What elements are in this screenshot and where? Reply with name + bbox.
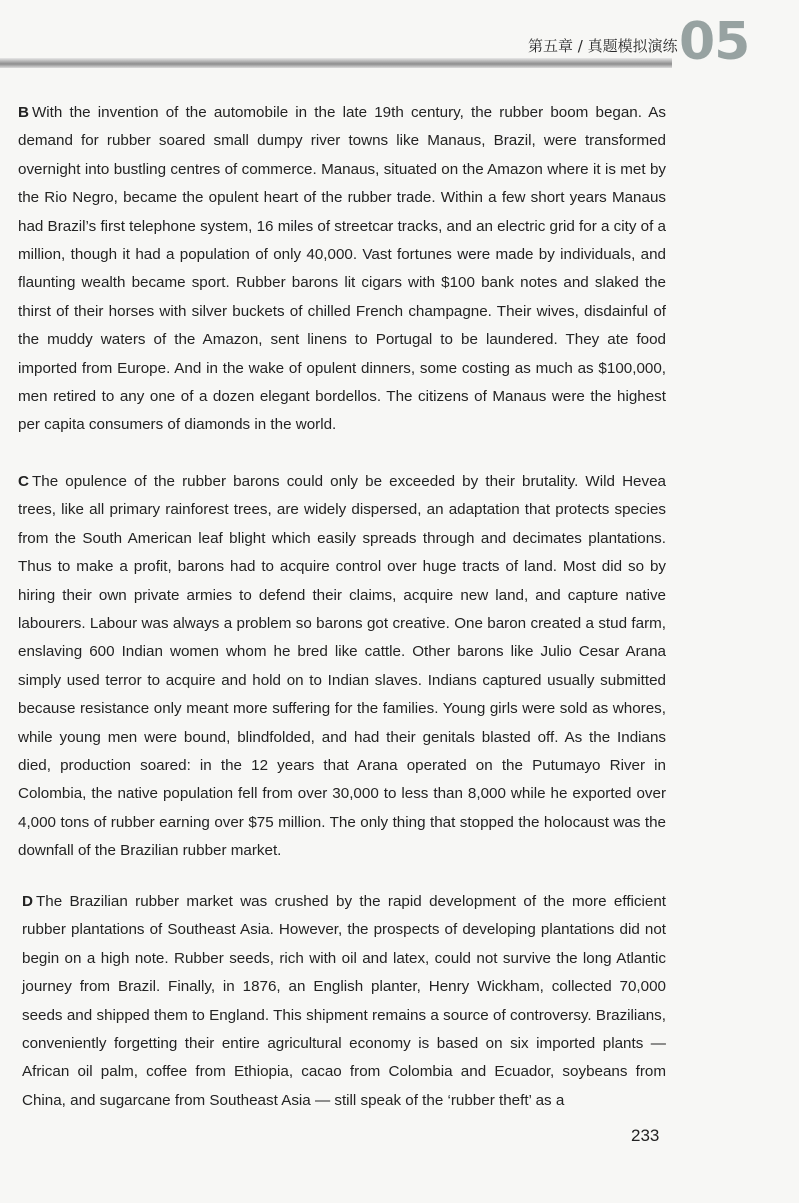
paragraph-letter: D <box>22 893 33 910</box>
page-number: 233 <box>631 1126 660 1145</box>
paragraph-text: With the invention of the automobile in the late 19th century, the rubber boom began. As demand for rubber soared small dumpy river towns like Manaus, Brazil, were transformed overnight into bustling centres of commerce. Manaus, situated on the Amazon where it is met by the Rio Negro, became the opulent heart of the rubber trade. Within a few short years Manaus had Brazil’s first telephone system, 16 miles of streetcar tracks, and an electric grid for a city of a million, though it had a population of only 40,000. Vast fortunes were made by individuals, and flaunting wealth became sport. Rubber barons lit cigars with $100 bank notes and slaked the thirst of their horses with silver buckets of chilled French champagne. Their wives, disdainful of the muddy waters of the Amazon, sent linens to Portugal to be laundered. They ate food imported from Europe. And in the wake of opulent dinners, some costing as much as $100,000, men retired to any one of a dozen elegant bordellos. The citizens of Manaus were the highest per capita consumers of diamonds in the world. <box>18 104 666 434</box>
paragraph-text: The Brazilian rubber market was crushed by the rapid development of the more efficient rubber plantations of Southeast Asia. However, the prospects of developing plantations did not begin on a high note. Rubber seeds, rich with oil and latex, could not survive the long Atlantic journey from Brazil. Finally, in 1876, an English planter, Henry Wickham, collected 70,000 seeds and shipped them to England. This shipment remains a source of controversy. Brazilians, conveniently forgetting their entire agricultural economy is based on six imported plants — African oil palm, coffee from Ethiopia, cacao from Colombia and Ecuador, soybeans from China, and sugarcane from Southeast Asia — still speak of the ‘rubber theft’ as a <box>22 893 666 1109</box>
header-rule <box>0 58 672 68</box>
chapter-title: 第五章 / 真题模拟演练 <box>528 37 678 55</box>
paragraph-d <box>22 888 666 1115</box>
paragraph-b <box>18 99 666 440</box>
chapter-number: 05 <box>679 12 750 72</box>
paragraph-letter: C <box>18 473 29 490</box>
paragraph-letter: B <box>18 104 29 121</box>
paragraph-c <box>18 468 666 866</box>
paragraph-text: The opulence of the rubber barons could only be exceeded by their brutality. Wild Hevea trees, like all primary rainforest trees, are widely dispersed, an adaptation that protects species from the South American leaf blight which easily spreads through and decimates plantations. Thus to make a profit, barons had to acquire control over huge tracts of land. Most did so by hiring their own private armies to defend their claims, acquire new land, and capture native labourers. Labour was always a problem so barons got creative. One baron created a stud farm, enslaving 600 Indian women whom he bred like cattle. Other barons like Julio Cesar Arana simply used terror to acquire and hold on to Indian slaves. Indians captured usually submitted because resistance only meant more suffering for the families. Young girls were sold as whores, while young men were bound, blindfolded, and had their genitals blasted off. As the Indians died, production soared: in the 12 years that Arana operated on the Putumayo River in Colombia, the native population fell from over 30,000 to less than 8,000 while he exported over 4,000 tons of rubber earning over $75 million. The only thing that stopped the holocaust was the downfall of the Brazilian rubber market. <box>18 473 666 860</box>
